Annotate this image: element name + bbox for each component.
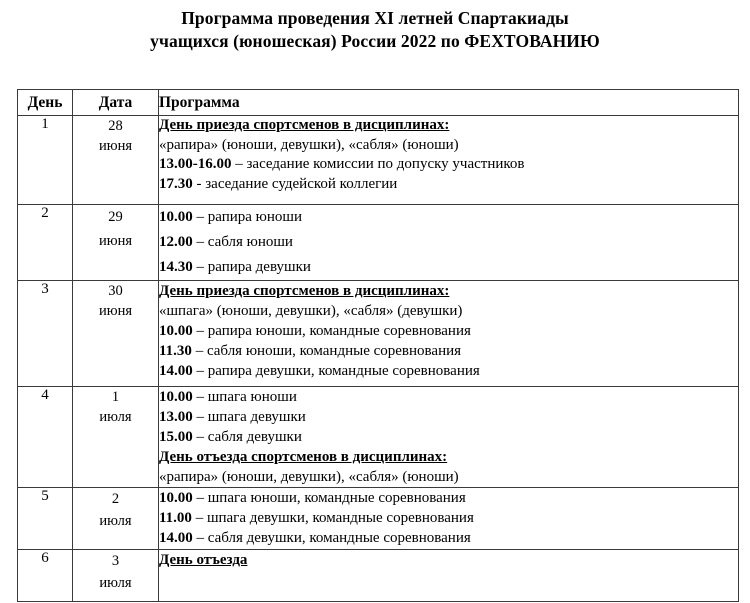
schedule-description: – шпага юноши, командные соревнования [192,490,466,506]
program-schedule-line [159,407,738,427]
schedule-description: – рапира юноши [192,209,302,225]
schedule-time: 10.00 [159,490,193,506]
schedule-time: 14.30 [159,259,193,275]
schedule-description: - заседание судейской коллегии [192,175,398,192]
date-month-name: июля [99,575,132,591]
program-schedule-line [159,387,738,407]
table-header-row [18,90,739,116]
schedule-description: – шпага юноши [192,389,297,405]
schedule-time: 11.00 [159,510,192,526]
program-heading-line [159,447,738,467]
cell-date [73,488,159,550]
program-heading-line [159,116,738,136]
cell-program [159,387,739,488]
date-day-number: 28 [108,118,123,134]
program-heading-line [159,281,738,301]
date-day-number: 3 [111,553,120,569]
cell-day: 6 [18,550,73,602]
program-discipline-text: «рапира» (юноши, девушки), «сабля» (юноши) [159,469,459,485]
cell-date [73,116,159,205]
cell-date [73,550,159,602]
column-header-program: Программа [159,90,739,116]
program-heading-text: День приезда спортсменов в дисциплинах: [159,283,450,299]
program-discipline-line [159,467,738,487]
date-month-name: июня [98,138,133,154]
schedule-time: 11.30 [159,343,192,359]
program-schedule-line [159,508,738,528]
table-row [18,387,739,488]
cell-date [73,205,159,281]
cell-date [73,281,159,387]
table-row [18,205,739,281]
date-month-name: июля [99,409,132,425]
program-schedule-line [159,255,738,280]
program-table-body [18,90,739,602]
schedule-time: 12.00 [159,234,193,250]
program-schedule-line [159,341,738,361]
cell-day: 5 [18,488,73,550]
program-schedule-line [159,205,738,230]
cell-program [159,488,739,550]
program-schedule-line [159,361,738,381]
table-row [18,116,739,205]
schedule-description: – рапира девушки [192,259,311,275]
cell-program [159,281,739,387]
cell-day: 1 [18,116,73,205]
schedule-description: – сабля юноши, командные соревнования [191,343,462,359]
column-header-date: Дата [73,90,159,116]
schedule-time: 14.00 [159,363,193,379]
page-title-line-1: Программа проведения XI летней Спартакиады [181,8,569,28]
cell-program [159,116,739,205]
date-day-number: 29 [108,209,123,225]
cell-day: 4 [18,387,73,488]
page-title-line-2: учащихся (юношеская) России 2022 по ФЕХТОВАНИЮ [150,31,600,51]
date-month-name: июля [99,513,132,529]
page-title [0,0,750,53]
program-discipline-line [159,301,738,321]
program-schedule-line [159,321,738,341]
schedule-description: – шпага девушки, командные соревнования [191,510,474,526]
cell-day: 2 [18,205,73,281]
table-row [18,488,739,550]
program-heading-text: День отъезда [159,552,248,568]
schedule-description: – шпага девушки [192,409,306,425]
schedule-time: 15.00 [159,429,193,445]
program-table-container [17,89,738,602]
cell-program [159,550,739,602]
table-row [18,550,739,602]
schedule-time: 10.00 [159,323,193,339]
date-month-name: июня [98,303,133,319]
date-month-name: июня [98,233,133,249]
program-heading-text: День отъезда спортсменов в дисциплинах: [159,449,448,465]
program-heading-text: День приезда спортсменов в дисциплинах: [159,117,450,133]
column-header-day: День [18,90,73,116]
schedule-time: 10.00 [159,389,193,405]
schedule-description: – сабля юноши [192,234,293,250]
schedule-description: – сабля девушки, командные соревнования [192,530,471,546]
schedule-time: 17.30 [159,175,193,192]
cell-program [159,205,739,281]
date-day-number: 2 [111,491,120,507]
date-day-number: 30 [108,283,123,299]
program-discipline-text: «шпага» (юноши, девушки), «сабля» (девушки) [159,303,463,319]
schedule-description: – заседание комиссии по допуску участников [231,156,525,172]
program-heading-line [159,550,738,570]
table-row [18,281,739,387]
date-day-number: 1 [111,389,120,405]
program-table [17,89,739,602]
program-schedule-line [159,230,738,255]
program-schedule-line [159,427,738,447]
schedule-time: 10.00 [159,209,193,225]
cell-day: 3 [18,281,73,387]
program-discipline-line [159,136,738,156]
schedule-description: – сабля девушки [192,429,302,445]
schedule-time: 13.00-16.00 [159,156,232,172]
program-schedule-line [159,155,738,175]
program-discipline-text: «рапира» (юноши, девушки), «сабля» (юноши) [159,136,459,153]
program-schedule-line [159,175,738,195]
schedule-description: – рапира юноши, командные соревнования [192,323,471,339]
schedule-description: – рапира девушки, командные соревнования [192,363,480,379]
program-schedule-line [159,528,738,548]
cell-date [73,387,159,488]
schedule-time: 14.00 [159,530,193,546]
program-schedule-line [159,488,738,508]
schedule-time: 13.00 [159,409,193,425]
